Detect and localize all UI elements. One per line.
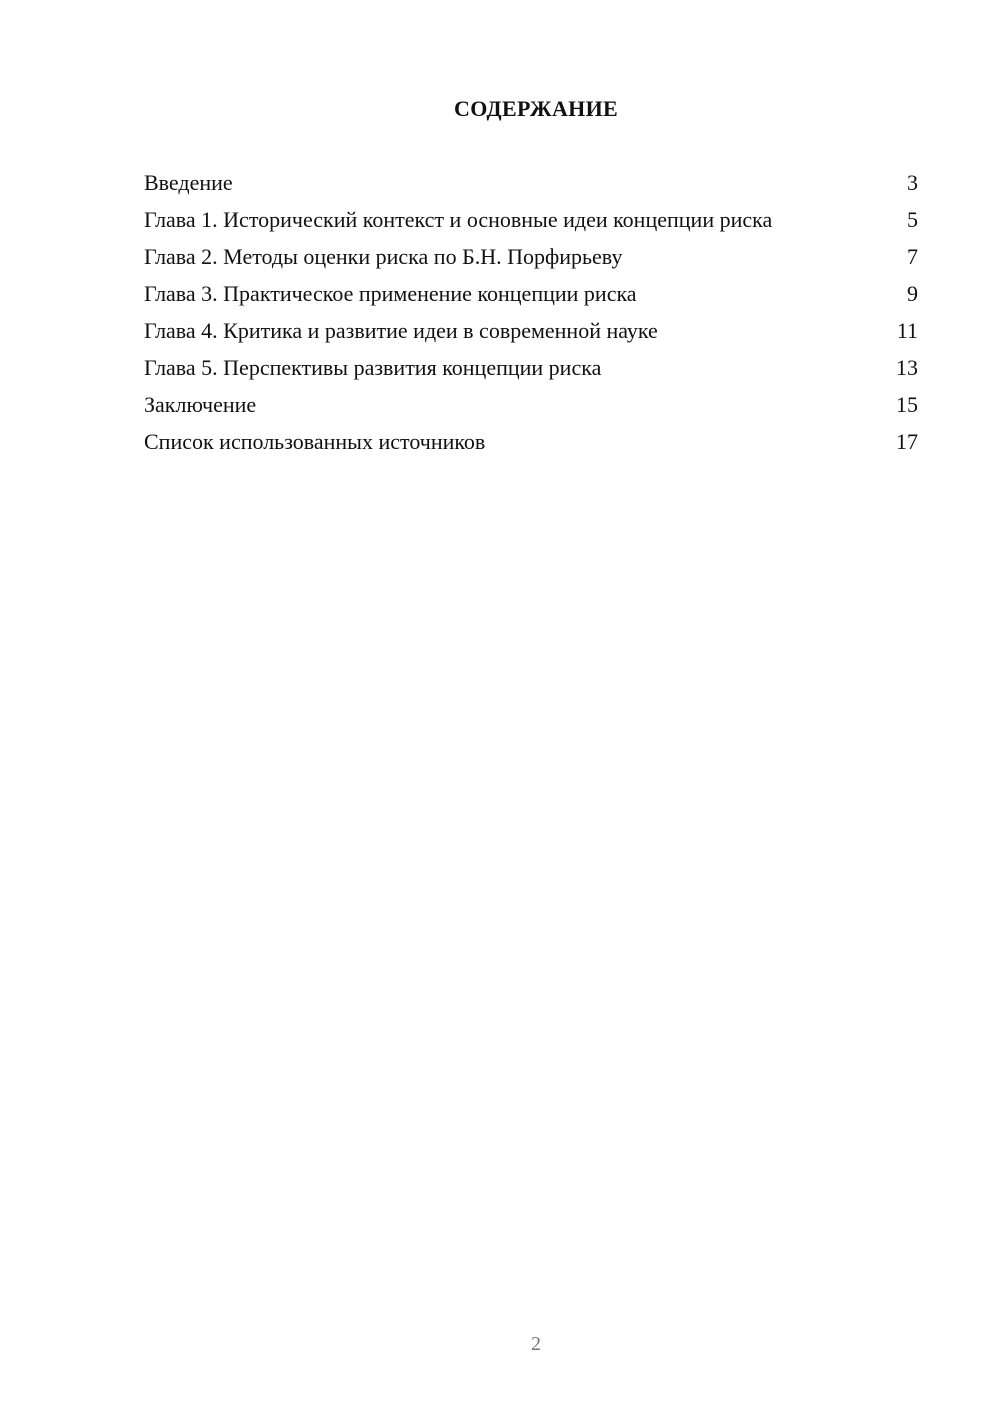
toc-entry-chapter-2 [144,244,918,270]
toc-entry-page: 17 [896,429,918,454]
toc-entry-label: Введение [144,170,233,195]
toc-entry-introduction [144,170,918,196]
toc-entry-page: 15 [896,392,918,417]
toc-entry-label: Заключение [144,392,257,417]
toc-entry-conclusion [144,392,918,418]
toc-entry-chapter-3 [144,281,918,307]
toc-entry-label: Глава 2. Методы оценки риска по Б.Н. Порфирьеву [144,244,623,269]
toc-entry-label: Глава 4. Критика и развитие идеи в современной науке [144,318,658,343]
toc-entry-page: 9 [907,281,918,306]
toc-entry-chapter-5 [144,355,918,381]
toc-entry-page: 13 [896,355,918,380]
toc-entry-label: Глава 3. Практическое применение концепции риска [144,281,637,306]
toc-entry-label: Список использованных источников [144,429,486,454]
toc-entry-chapter-4 [144,318,918,344]
toc-entry-page: 7 [907,244,918,269]
table-of-contents [144,170,918,466]
toc-entry-label: Глава 1. Исторический контекст и основные идеи концепции риска [144,207,773,232]
toc-entry-page: 3 [907,170,918,195]
page-number: 2 [531,1333,541,1355]
toc-entry-page: 11 [896,318,918,343]
toc-title: СОДЕРЖАНИЕ [454,96,618,121]
toc-entry-references [144,429,918,455]
toc-entry-page: 5 [907,207,918,232]
toc-entry-label: Глава 5. Перспективы развития концепции риска [144,355,602,380]
toc-entry-chapter-1 [144,207,918,233]
